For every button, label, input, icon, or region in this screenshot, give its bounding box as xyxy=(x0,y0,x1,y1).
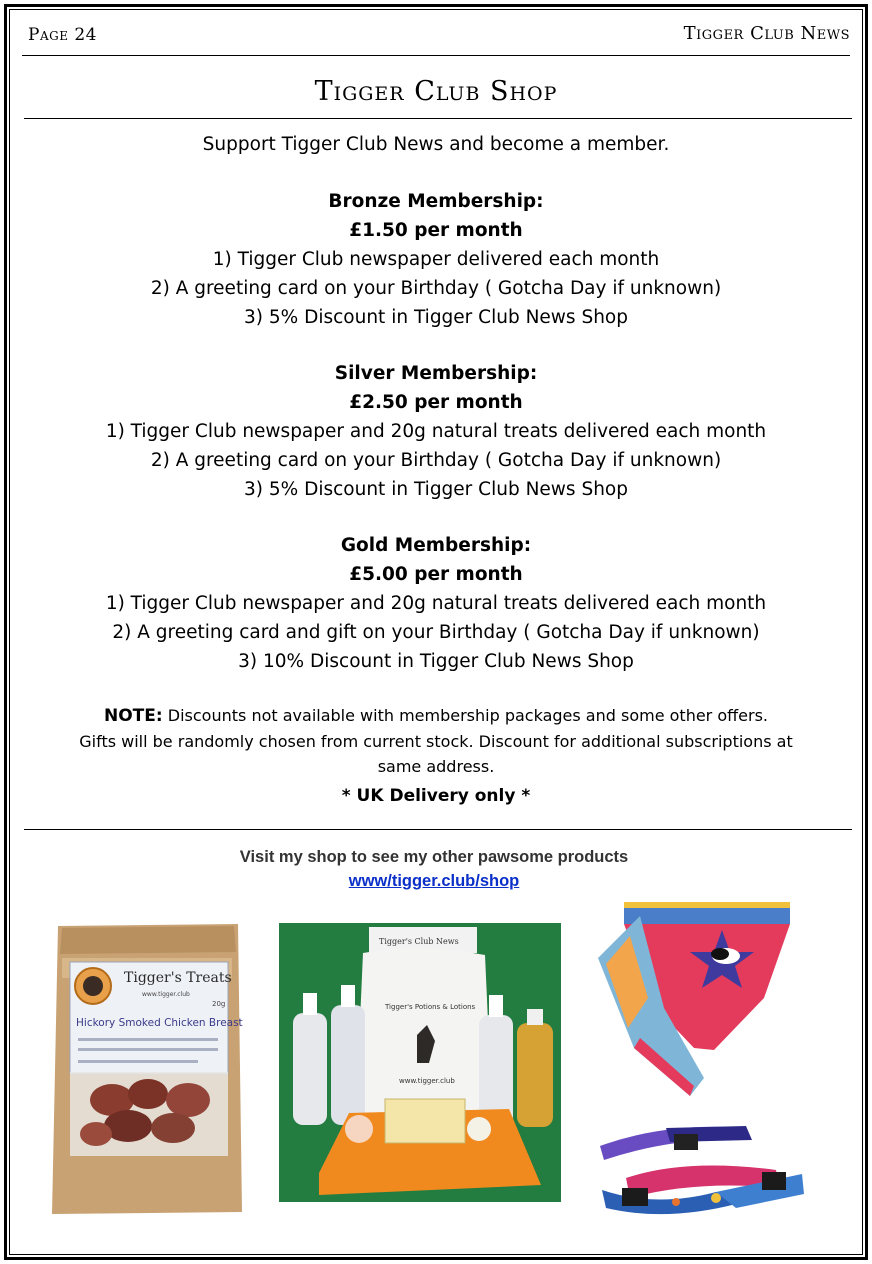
shop-promo xyxy=(0,845,868,893)
shop-promo-text: Visit my shop to see my other pawsome products xyxy=(239,848,629,866)
page-number: Page 24 xyxy=(28,25,97,45)
benefit-item: 3) 5% Discount in Tigger Club News Shop xyxy=(244,307,628,328)
benefit-item: 2) A greeting card and gift on your Birthday ( Gotcha Day if unknown) xyxy=(112,622,760,643)
delivery-notice: * UK Delivery only * xyxy=(341,786,531,806)
section-title: Tigger Club Shop xyxy=(314,76,558,107)
treats-bag-photo xyxy=(48,922,246,1218)
benefit-item: 1) Tigger Club newspaper and 20g natural treats delivered each month xyxy=(105,593,767,614)
membership-bronze xyxy=(22,187,850,332)
tier-price: £5.00 per month xyxy=(349,564,523,585)
treats-brand: Tigger's Treats xyxy=(124,970,232,986)
tier-name: Silver Membership: xyxy=(334,363,538,384)
note-line: same address. xyxy=(377,757,495,776)
collars-photo xyxy=(596,1118,806,1220)
membership-gold xyxy=(22,531,850,676)
treats-site: www.tigger.club xyxy=(142,991,190,998)
tier-price: £2.50 per month xyxy=(349,392,523,413)
intro-text: Support Tigger Club News and become a member. xyxy=(202,134,670,155)
benefit-item: 1) Tigger Club newspaper delivered each month xyxy=(212,249,660,270)
tier-price: £1.50 per month xyxy=(349,220,523,241)
section-divider xyxy=(24,829,852,830)
note-line: Discounts not available with membership packages and some other offers. xyxy=(167,706,768,725)
tier-name: Bronze Membership: xyxy=(328,191,544,212)
publication-title: Tigger Club News xyxy=(683,23,850,44)
title-divider xyxy=(24,118,852,119)
membership-content xyxy=(22,130,850,811)
note-line: Gifts will be randomly chosen from current stock. Discount for additional subscriptions at xyxy=(79,732,793,751)
lotions-product: Tigger's Potions & Lotions xyxy=(385,1003,476,1011)
membership-silver xyxy=(22,359,850,504)
lotions-site: www.tigger.club xyxy=(399,1077,455,1085)
tier-name: Gold Membership: xyxy=(340,535,532,556)
treats-product: Hickory Smoked Chicken Breast xyxy=(76,1017,243,1029)
benefit-item: 1) Tigger Club newspaper and 20g natural treats delivered each month xyxy=(105,421,767,442)
benefit-item: 3) 5% Discount in Tigger Club News Shop xyxy=(244,479,628,500)
note xyxy=(22,703,850,779)
benefit-item: 3) 10% Discount in Tigger Club News Shop xyxy=(238,651,634,672)
running-header xyxy=(22,22,850,56)
benefit-item: 2) A greeting card on your Birthday ( Gotcha Day if unknown) xyxy=(150,278,722,299)
potions-lotions-photo xyxy=(279,923,561,1202)
treats-weight: 20g xyxy=(212,1000,226,1008)
shop-link[interactable]: www/tigger.club/shop xyxy=(348,872,520,890)
bandana-photo xyxy=(594,888,796,1100)
lotions-brand: Tigger's Club News xyxy=(379,937,459,946)
note-label: NOTE: xyxy=(104,706,163,726)
benefit-item: 2) A greeting card on your Birthday ( Gotcha Day if unknown) xyxy=(150,450,722,471)
